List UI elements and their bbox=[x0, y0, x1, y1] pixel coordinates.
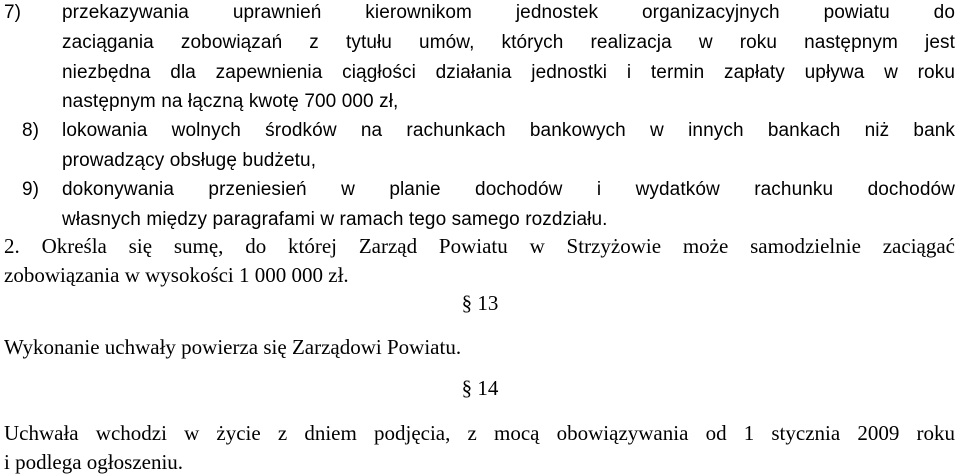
section-13-heading: § 13 bbox=[461, 291, 499, 315]
list-item-7-line-3: niezbędna dla zapewnienia ciągłości działania jednostki i termin zapłaty upływa w roku bbox=[62, 62, 955, 83]
list-item-7-line-4: następnym na łączną kwotę 700 000 zł, bbox=[62, 91, 399, 112]
section-14-line-1: Uchwała wchodzi w życie z dniem podjęcia, z mocą obowiązywania od 1 stycznia 2009 roku bbox=[4, 421, 955, 445]
list-item-9-line-2: własnych między paragrafami w ramach tego samego rozdziału. bbox=[62, 209, 608, 230]
list-item-8-line-1: lokowania wolnych środków na rachunkach bankowych w innych bankach niż bank bbox=[62, 120, 955, 141]
list-number-8: 8) bbox=[22, 120, 40, 141]
list-number-7: 7) bbox=[4, 2, 22, 23]
list-item-7-line-1: przekazywania uprawnień kierownikom jednostek organizacyjnych powiatu do bbox=[62, 2, 955, 23]
paragraph-2-line-1: 2. Określa się sumę, do której Zarząd Powiatu w Strzyżowie może samodzielnie zaciągać bbox=[4, 234, 955, 258]
section-14-line-2: i podlega ogłoszeniu. bbox=[4, 450, 184, 474]
list-number-9: 9) bbox=[22, 179, 40, 200]
section-14-heading: § 14 bbox=[461, 376, 499, 400]
list-item-7-line-2: zaciągania zobowiązań z tytułu umów, których realizacja w roku następnym jest bbox=[62, 32, 955, 53]
paragraph-2-line-2: zobowiązania w wysokości 1 000 000 zł. bbox=[4, 263, 349, 287]
section-13-text: Wykonanie uchwały powierza się Zarządowi Powiatu. bbox=[4, 335, 462, 359]
list-item-9-line-1: dokonywania przeniesień w planie dochodów i wydatków rachunku dochodów bbox=[62, 179, 955, 200]
list-item-8-line-2: prowadzący obsługę budżetu, bbox=[62, 150, 317, 171]
